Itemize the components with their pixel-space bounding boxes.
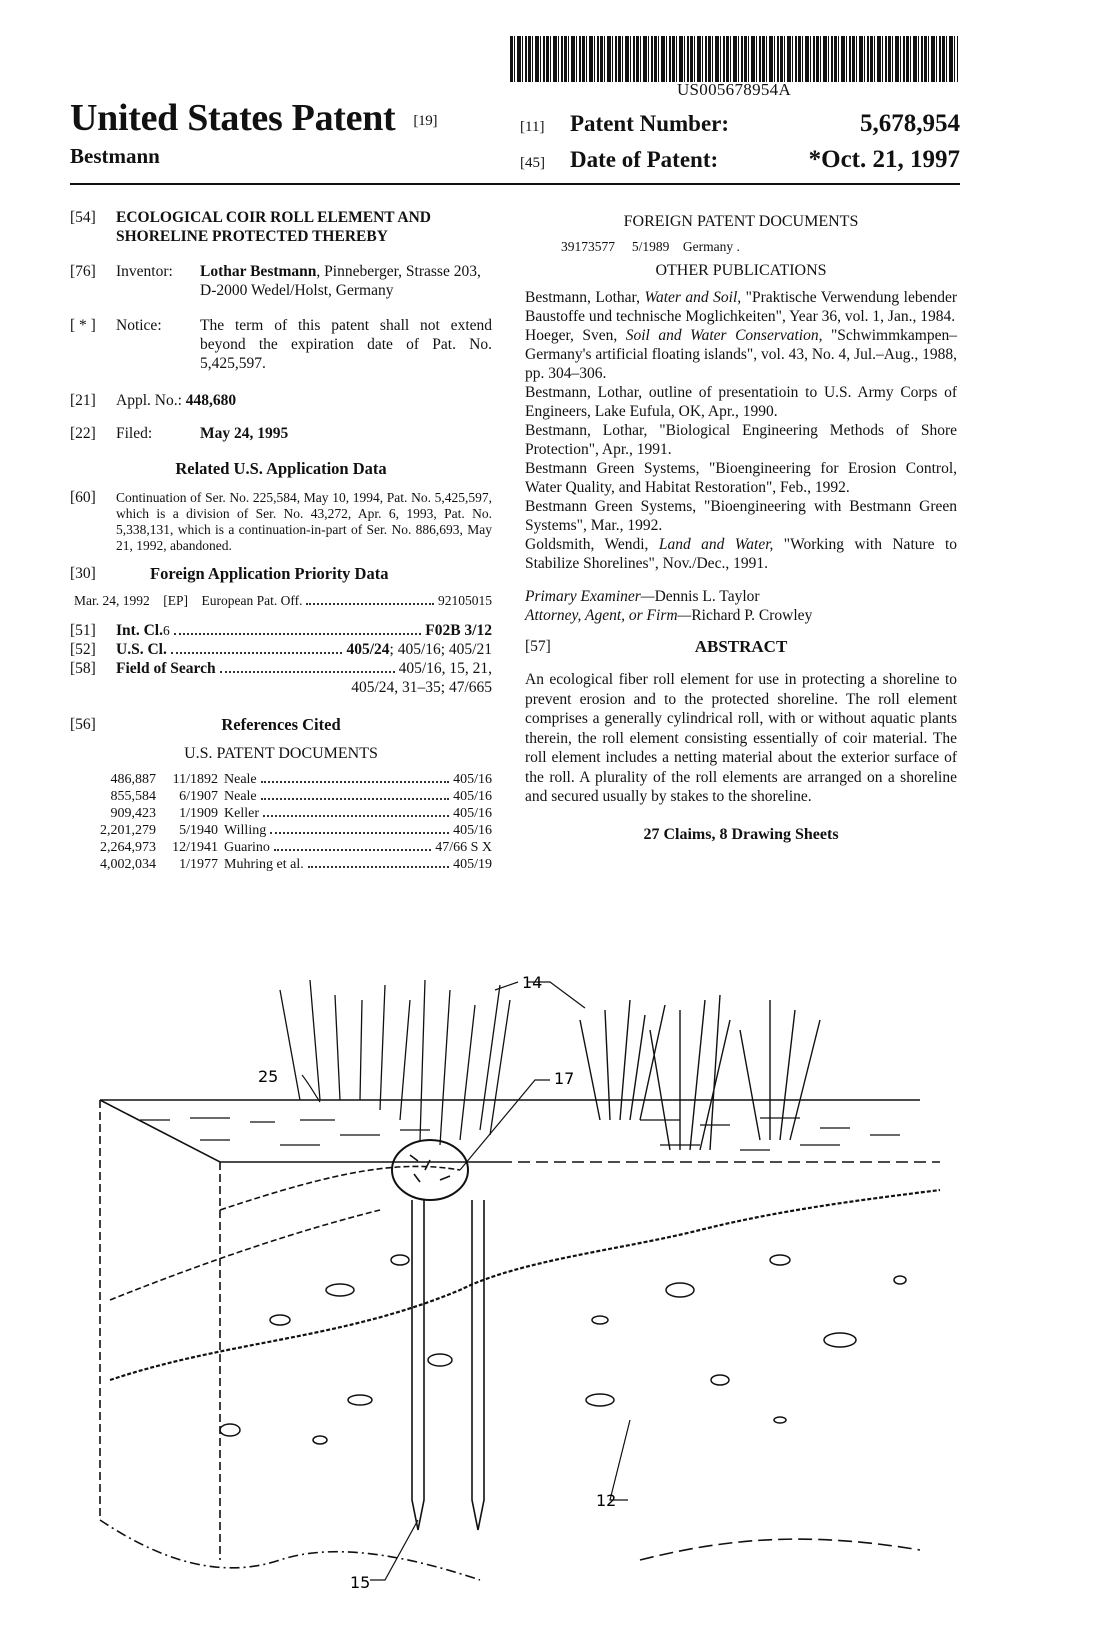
patent-number: 5,678,954 xyxy=(860,110,960,137)
ref-date: 11/1892 xyxy=(172,772,218,787)
date-of-patent: *Oct. 21, 1997 xyxy=(808,146,960,173)
reference-row xyxy=(70,788,492,805)
label-14: 14 xyxy=(522,973,543,992)
abstract-heading-row: [57] ABSTRACT xyxy=(525,637,957,656)
ref-name: Guarino xyxy=(224,840,270,855)
ref-number: 909,423 xyxy=(110,806,156,821)
patent-drawing xyxy=(80,960,980,1630)
reference-row xyxy=(70,839,492,856)
abstract-text: An ecological fiber roll element for use in protecting a shoreline to prevent erosion and to the protected shoreline. The roll element comprises a generally cylindrical roll, with or without aquatic plants therein, the roll element consisting essentially of coir material. The roll element includes a netting material about the exterior surface of the roll. A plurality of the roll elements are arranged on a shoreline and secured usually by stakes to the shoreline. xyxy=(525,671,957,805)
ref-class: 405/16 xyxy=(453,789,492,804)
date-of-patent-row: [45] Date of Patent: *Oct. 21, 1997 xyxy=(520,146,960,173)
attorney: Attorney, Agent, or Firm—Richard P. Crowley xyxy=(525,607,813,624)
left-column xyxy=(70,208,492,873)
label-12: 12 xyxy=(596,1491,617,1510)
other-publications-list xyxy=(525,288,957,573)
publication-item: Bestmann Green Systems, "Bioengineering with Bestmann Green Systems", Mar., 1992. xyxy=(525,498,957,534)
title-code: [19] xyxy=(413,112,438,129)
patent-number-row: [11] Patent Number: 5,678,954 xyxy=(520,110,960,137)
foreign-priority-row: Mar. 24, 1992 [EP] European Pat. Off. 92105015 xyxy=(74,593,492,608)
ref-class: 405/16 xyxy=(453,823,492,838)
related-data-heading: Related U.S. Application Data xyxy=(175,459,387,478)
ref-date: 6/1907 xyxy=(179,789,218,804)
references-table xyxy=(70,771,492,873)
right-column xyxy=(525,208,957,844)
field-54-title: [54] ECOLOGICAL COIR ROLL ELEMENT AND SHORELINE PROTECTED THEREBY xyxy=(70,209,431,245)
primary-examiner: Primary Examiner—Dennis L. Taylor xyxy=(525,588,760,605)
ref-number: 4,002,034 xyxy=(100,857,156,872)
ref-name: Muhring et al. xyxy=(224,857,304,872)
ref-class: 405/16 xyxy=(453,806,492,821)
other-pubs-heading: OTHER PUBLICATIONS xyxy=(655,262,827,279)
ref-number: 855,584 xyxy=(110,789,156,804)
inventor-surname: Bestmann xyxy=(70,144,160,168)
field-21-appl-no: [21] Appl. No.: 448,680 xyxy=(70,392,237,409)
ref-date: 1/1977 xyxy=(179,857,218,872)
header-divider xyxy=(70,183,960,185)
label-17: 17 xyxy=(554,1069,575,1088)
publication-item: Bestmann, Lothar, outline of presentatioin to U.S. Army Corps of Engineers, Lake Eufula, OK, Apr., 1990. xyxy=(525,384,957,420)
ref-date: 1/1909 xyxy=(179,806,218,821)
field-56-references: [56] References Cited xyxy=(70,715,341,734)
field-30-foreign-priority: [30] Foreign Application Priority Data xyxy=(70,564,389,583)
publication-item: Bestmann, Lothar, Water and Soil, "Praktische Verwendung lebender Baustoffe und technische Moglichkeiten", Year 36, vol. 1, Jan., 1984. xyxy=(525,289,958,325)
ref-number: 2,264,973 xyxy=(100,840,156,855)
ref-class: 405/19 xyxy=(453,857,492,872)
foreign-docs-heading: FOREIGN PATENT DOCUMENTS xyxy=(623,213,859,230)
ref-date: 12/1941 xyxy=(172,840,218,855)
publication-item: Goldsmith, Wendi, Land and Water, "Working with Nature to Stabilize Shorelines", Nov./Dec., 1991. xyxy=(525,536,958,572)
barcode-number: US005678954A xyxy=(676,80,792,99)
reference-row xyxy=(70,771,492,788)
field-58-field-of-search: [58] Field of Search 405/16, 15, 21, xyxy=(70,660,492,677)
reference-row xyxy=(70,856,492,873)
ref-class: 405/16 xyxy=(453,772,492,787)
field-51-int-cl: [51] Int. Cl. 6 F02B 3/12 xyxy=(70,622,492,639)
ref-name: Neale xyxy=(224,789,257,804)
publication-item: Hoeger, Sven, Soil and Water Conservation, "Schwimmkampen–Germany's artificial floating islands", vol. 43, No. 4, Jul.–Aug., 1988, pp. 304–306. xyxy=(525,327,957,382)
foreign-doc-row: 39173577 5/1989 Germany . xyxy=(561,239,740,254)
field-60-continuation: [60] Continuation of Ser. No. 225,584, May 10, 1994, Pat. No. 5,425,597, which is a division of Ser. No. 43,272, Apr. 6, 1993, Pat. No. 5,338,131, which is a continuation-in-part of Ser. No. 886,693, May 21, 1992, abandoned. xyxy=(70,489,492,553)
abstract-heading: ABSTRACT xyxy=(694,637,788,656)
label-15: 15 xyxy=(350,1573,371,1592)
claims-count: 27 Claims, 8 Drawing Sheets xyxy=(643,825,839,843)
field-76-inventor: [76] Inventor: Lothar Bestmann, Pinneberger, Strasse 203, D-2000 Wedel/Holst, Germany xyxy=(70,263,481,299)
barcode xyxy=(510,36,958,82)
field-52-us-cl: [52] U.S. Cl. 405/24 ; 405/16; 405/21 xyxy=(70,641,492,658)
reference-row xyxy=(70,822,492,839)
field-22-filed: [22] Filed: May 24, 1995 xyxy=(70,425,289,442)
document-title: United States Patent [19] xyxy=(70,97,438,139)
field-notice: [ * ] Notice: The term of this patent shall not extend beyond the expiration date of Pat. No. 5,425,597. xyxy=(70,317,492,372)
field-of-search-cont: 405/24, 31–35; 47/665 xyxy=(351,679,492,696)
ref-class: 47/66 S X xyxy=(435,840,492,855)
reference-row xyxy=(70,805,492,822)
publication-item: Bestmann Green Systems, "Bioengineering for Erosion Control, Water Quality, and Habitat Restoration", Feb., 1992. xyxy=(525,460,957,496)
label-25: 25 xyxy=(258,1067,279,1086)
ref-name: Neale xyxy=(224,772,257,787)
ref-number: 486,887 xyxy=(110,772,156,787)
ref-name: Willing xyxy=(224,823,267,838)
us-patent-docs-heading: U.S. PATENT DOCUMENTS xyxy=(184,745,378,762)
ref-name: Keller xyxy=(224,806,259,821)
ref-date: 5/1940 xyxy=(179,823,218,838)
ref-number: 2,201,279 xyxy=(100,823,156,838)
publication-item: Bestmann, Lothar, "Biological Engineering Methods of Shore Protection", Apr., 1991. xyxy=(525,422,957,458)
